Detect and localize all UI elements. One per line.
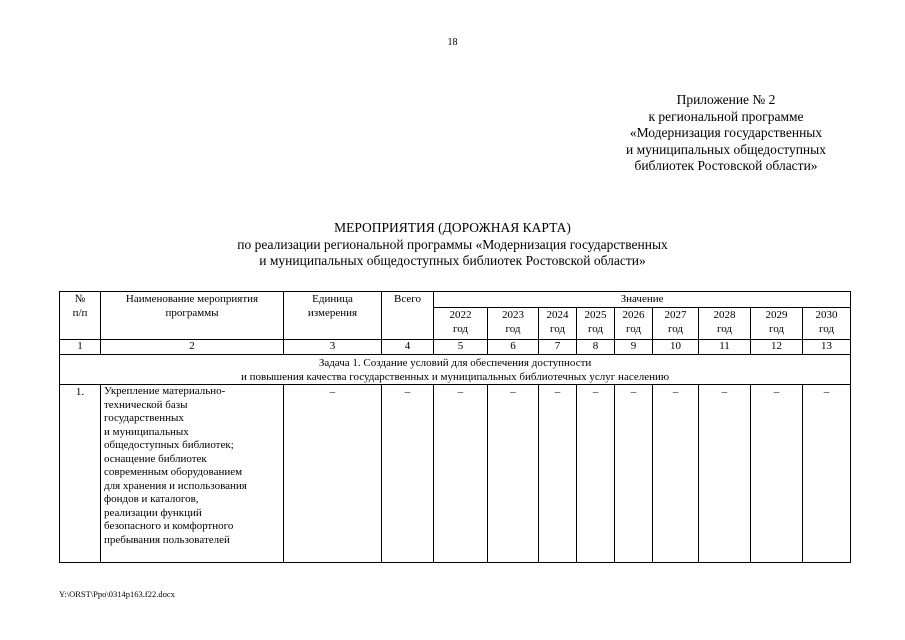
appendix-line: библиотек Ростовской области» bbox=[634, 158, 818, 173]
column-number: 2 bbox=[101, 340, 284, 355]
title-line: по реализации региональной программы «Модернизация государственных bbox=[237, 236, 668, 252]
header-year: 2029 год bbox=[751, 308, 803, 340]
value-cell: – bbox=[284, 385, 382, 563]
header-year: 2027 год bbox=[653, 308, 699, 340]
header-year: 2030 год bbox=[803, 308, 851, 340]
title-line: и муниципальных общедоступных библиотек Ростовской области» bbox=[259, 253, 646, 268]
value-cell: – bbox=[577, 385, 615, 563]
row-number: 1. bbox=[60, 385, 101, 563]
value-cell: – bbox=[699, 385, 751, 563]
column-number: 1 bbox=[60, 340, 101, 355]
appendix-line: Приложение № 2 bbox=[676, 92, 776, 107]
task-line: Задача 1. Создание условий для обеспечения доступности bbox=[318, 357, 592, 369]
header-year: 2024 год bbox=[539, 308, 577, 340]
value-cell: – bbox=[488, 385, 539, 563]
table-row bbox=[60, 385, 851, 563]
column-number: 12 bbox=[751, 340, 803, 355]
header-year: 2022 год bbox=[434, 308, 488, 340]
header-num: № п/п bbox=[60, 292, 101, 340]
column-number: 8 bbox=[577, 340, 615, 355]
file-path-footer: Y:\ORST\Ppo\0314p163.f22.docx bbox=[59, 589, 175, 599]
column-number: 9 bbox=[615, 340, 653, 355]
header-year: 2023 год bbox=[488, 308, 539, 340]
value-cell: – bbox=[803, 385, 851, 563]
value-cell: – bbox=[653, 385, 699, 563]
appendix-note bbox=[560, 92, 892, 175]
header-year: 2025 год bbox=[577, 308, 615, 340]
activity-name: Укрепление материально- технической базы государственных и муниципальных общедоступных библиотек; оснащение библиотек современным оборудованием для хранения и использования фондов и каталогов, реализации функций безопасного и комфортного пребывания пользователей bbox=[101, 385, 284, 563]
column-number: 6 bbox=[488, 340, 539, 355]
roadmap-table bbox=[59, 291, 851, 563]
header-year: 2028 год bbox=[699, 308, 751, 340]
header-name: Наименование мероприятия программы bbox=[101, 292, 284, 340]
title-line: МЕРОПРИЯТИЯ (ДОРОЖНАЯ КАРТА) bbox=[334, 220, 571, 235]
column-number: 10 bbox=[653, 340, 699, 355]
header-year: 2026 год bbox=[615, 308, 653, 340]
header-total: Всего bbox=[382, 292, 434, 340]
task-heading bbox=[60, 355, 851, 385]
value-cell: – bbox=[615, 385, 653, 563]
value-cell: – bbox=[539, 385, 577, 563]
page-number: 18 bbox=[447, 37, 458, 48]
header-unit: Единица измерения bbox=[284, 292, 382, 340]
column-number: 5 bbox=[434, 340, 488, 355]
header-value: Значение bbox=[434, 292, 851, 308]
column-number: 4 bbox=[382, 340, 434, 355]
value-cell: – bbox=[751, 385, 803, 563]
appendix-line: «Модернизация государственных bbox=[629, 125, 823, 140]
column-number: 11 bbox=[699, 340, 751, 355]
column-number: 13 bbox=[803, 340, 851, 355]
column-number: 7 bbox=[539, 340, 577, 355]
appendix-line: к региональной программе bbox=[648, 108, 804, 124]
value-cell: – bbox=[434, 385, 488, 563]
column-number: 3 bbox=[284, 340, 382, 355]
task-line: и повышения качества государственных и муниципальных библиотечных услуг населению bbox=[241, 370, 670, 383]
value-cell: – bbox=[382, 385, 434, 563]
document-title bbox=[0, 220, 905, 270]
appendix-line: и муниципальных общедоступных bbox=[626, 141, 826, 157]
